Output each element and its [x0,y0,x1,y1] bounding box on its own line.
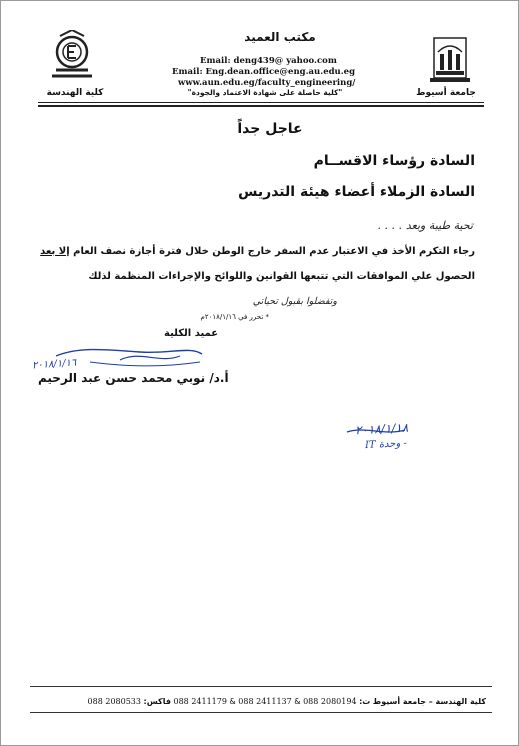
assiut-university-logo [424,34,476,84]
memo-paragraph-line-2: الحصول علي الموافقات التي تتبعها القوانين واللوائح والإجراءات المنظمة لذلك [88,271,475,282]
faculty-name: كلية الهندسة [46,88,104,98]
phone-number-3: 088 2411179 [173,697,227,706]
email-office: Email: Eng.dean.office@eng.au.edu.eg [172,67,356,77]
fax-number: 088 2080533 [87,697,141,706]
closing-line: وتفضلوا بقبول تحياتي [252,296,337,307]
footer-divider [30,686,492,687]
footer-faculty: كلية الهندسة – جامعة أسيوط [372,697,486,706]
addressee-department-heads: السادة رؤساء الاقســام [313,153,475,169]
issue-date-note: * تحرر في ٢٠١٨/١/١٦م [200,313,269,321]
header-divider [38,102,484,103]
phone-label: ت: [359,697,371,706]
memo-paragraph-line-1 [40,246,475,257]
university-name: جامعة أسيوط [416,88,476,98]
phone-number-2: 088 2411137 [238,697,292,706]
memo-text-underlined: إلا بعد [40,246,70,257]
fax-label: فاكس: [143,697,171,706]
addressee-faculty-staff: السادة الزملاء أعضاء هيئة التدريس [238,184,475,200]
footer-bottom-divider [30,712,492,713]
handwritten-date: ٢٠١٨/١/١٨ [354,420,409,438]
website: www.aun.edu.eg/faculty_engineering/ [178,78,356,88]
signature-date: ٢٠١٨/١/١٦ [31,357,77,372]
memo-text: رجاء التكرم الأخذ في الاعتبار عدم السفر خارج الوطن خلال فترة أجازة نصف العام [69,246,475,257]
dean-title: عميد الكلية [164,328,219,339]
greeting: تحية طيبة وبعد . . . . [377,219,473,232]
email-primary: Email: deng439@ yahoo.com [200,56,337,66]
faculty-of-engineering-logo [42,30,102,84]
phone-number-1: 088 2080194 [303,697,357,706]
urgent-label: عاجل جداً [237,121,303,137]
dean-name: أ.د/ نوبي محمد حسن عبد الرحيم [38,371,229,385]
accreditation-note: "كلية حاصلة على شهادة الاعتماد والجودة" [187,88,343,97]
handwritten-department: - وحدة IT [364,437,408,452]
office-title: مكتب العميد [244,30,316,44]
footer-contacts: كلية الهندسة – جامعة أسيوط ت: 088 2080194 & 088 2411137 & 088 2411179 فاكس: 088 2080533 [87,697,486,706]
header-divider-thick [38,105,484,107]
